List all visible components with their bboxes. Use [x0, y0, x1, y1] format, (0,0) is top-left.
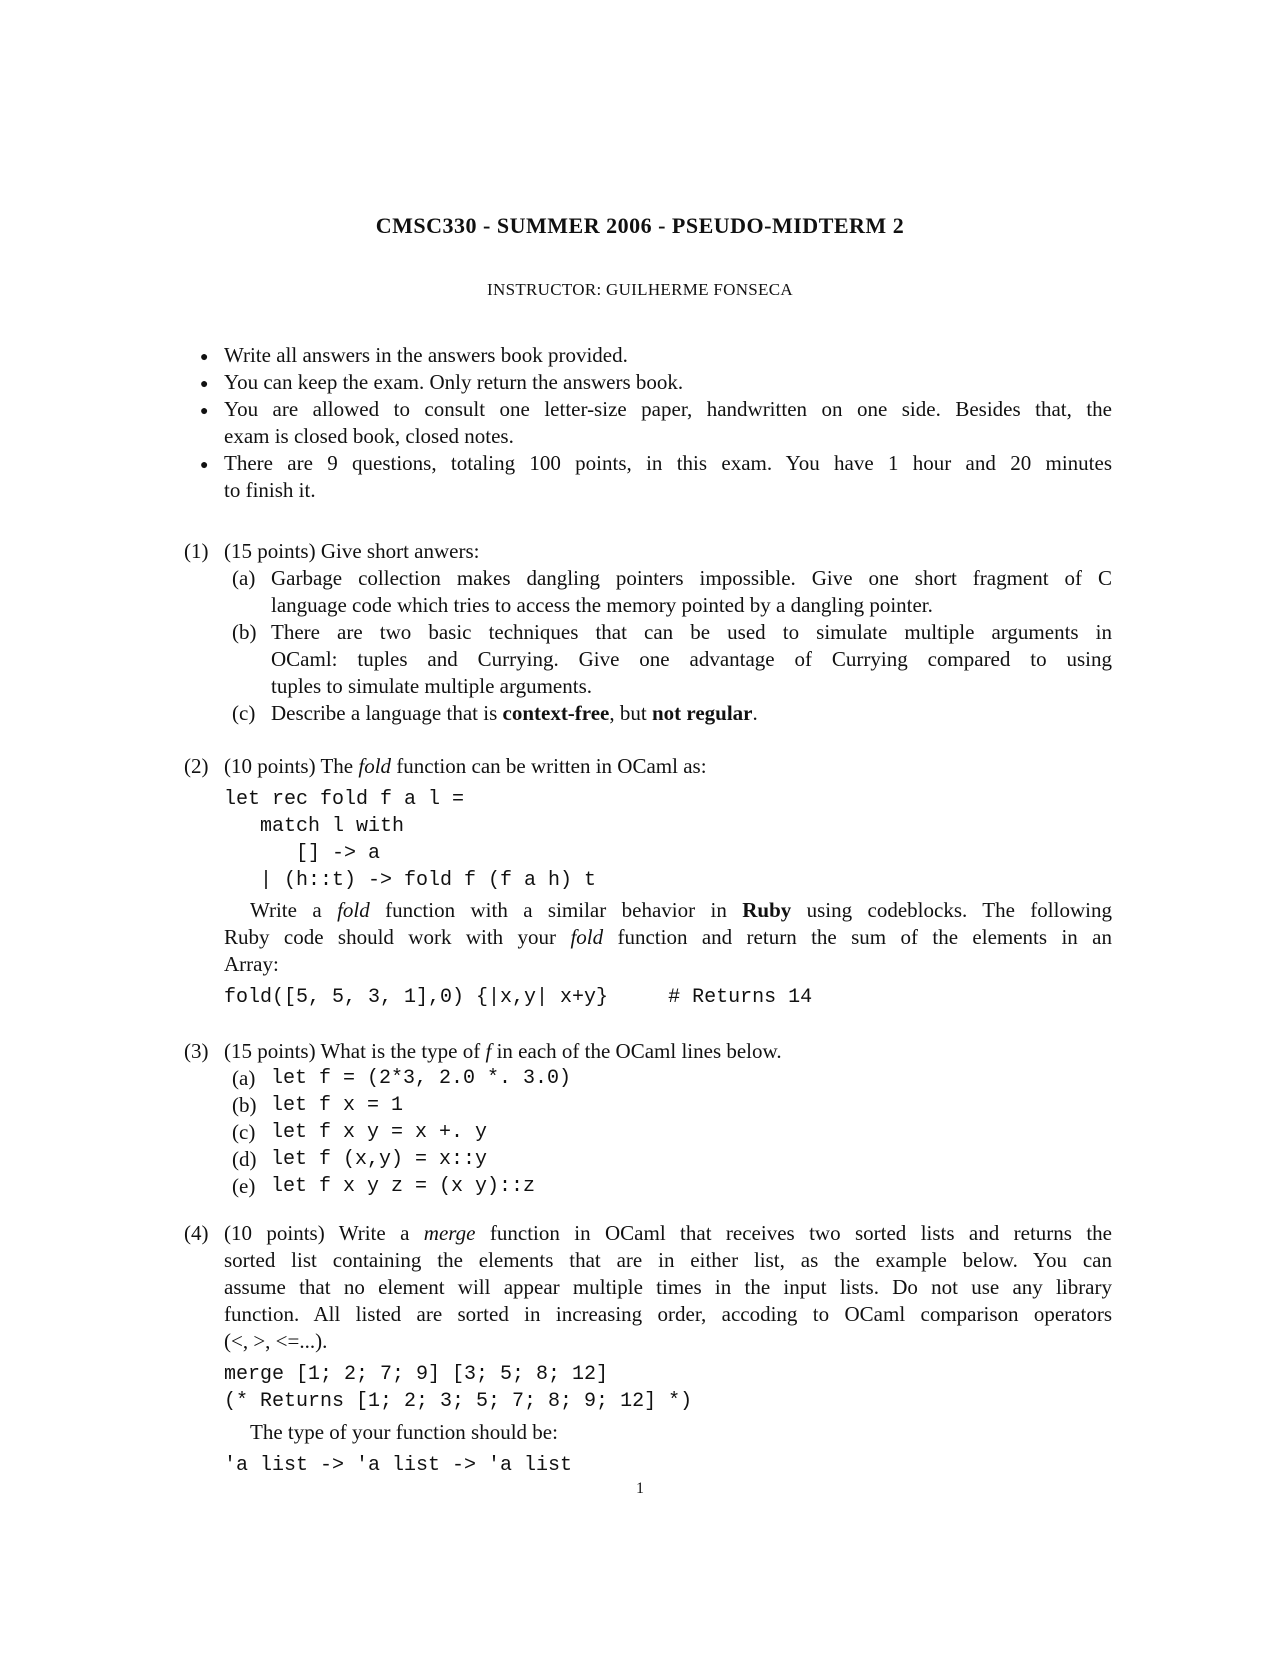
- q4-type-intro: The type of your function should be:: [250, 1420, 558, 1444]
- q4-line5: (<, >, <=...).: [224, 1329, 328, 1353]
- bullet-icon: ●: [200, 404, 209, 419]
- q1b-line3: tuples to simulate multiple arguments.: [271, 674, 592, 698]
- bullet-icon: ●: [200, 377, 209, 392]
- code-line: let f = (2*3, 2.0 *. 3.0): [271, 1067, 572, 1090]
- q4-line4: function. All listed are sorted in increasing order, accoding to OCaml comparison operators: [224, 1302, 1112, 1326]
- q1b-line2: OCaml: tuples and Currying. Give one advantage of Currying compared to using: [271, 647, 1112, 671]
- code-line: merge [1; 2; 7; 9] [3; 5; 8; 12]: [224, 1363, 609, 1386]
- code-line: let rec fold f a l =: [224, 788, 465, 811]
- instruction-1: Write all answers in the answers book provided.: [224, 343, 628, 367]
- page-title: CMSC330 - SUMMER 2006 - PSEUDO-MIDTERM 2: [375, 213, 905, 238]
- code-line: [] -> a: [224, 842, 381, 865]
- subpart-label: (b): [232, 1093, 257, 1117]
- code-line: match l with: [224, 815, 405, 838]
- emphasis-context-free: context-free: [502, 701, 610, 725]
- code-line: let f x y z = (x y)::z: [271, 1175, 536, 1198]
- code-type-signature: 'a list -> 'a list -> 'a list: [224, 1454, 573, 1477]
- instruction-2: You can keep the exam. Only return the answers book.: [224, 370, 684, 394]
- q1b-line1: There are two basic techniques that can be used to simulate multiple arguments in: [271, 620, 1112, 644]
- question-number: (1): [184, 539, 209, 563]
- question-number: (4): [184, 1221, 209, 1245]
- instruction-3-line2: exam is closed book, closed notes.: [224, 424, 514, 448]
- bullet-icon: ●: [200, 458, 209, 473]
- instruction-4-line1: There are 9 questions, totaling 100 points, in this exam. You have 1 hour and 20 minutes: [224, 451, 1112, 475]
- code-line: let f x = 1: [271, 1094, 404, 1117]
- q4-line1: (10 points) Write a merge function in OCaml that receives two sorted lists and returns the: [224, 1221, 1112, 1245]
- page-number: 1: [636, 1480, 644, 1497]
- subpart-label: (c): [232, 1120, 256, 1144]
- q2-paragraph-line2: Ruby code should work with your fold function and return the sum of the elements in an: [224, 925, 1112, 949]
- question-stem: (15 points) Give short anwers:: [224, 539, 480, 563]
- subpart-label: (c): [232, 701, 256, 725]
- subpart-label: (b): [232, 620, 257, 644]
- code-line: let f x y = x +. y: [271, 1121, 488, 1144]
- question-stem: (10 points) The fold function can be written in OCaml as:: [224, 754, 707, 778]
- instructor-name: INSTRUCTOR: GUILHERME FONSECA: [487, 280, 793, 299]
- q1a-line2: language code which tries to access the memory pointed by a dangling pointer.: [271, 593, 933, 617]
- q1c-text: Describe a language that is context-free, but not regular.: [271, 701, 758, 725]
- code-line: (* Returns [1; 2; 3; 5; 7; 8; 9; 12] *): [224, 1390, 693, 1413]
- q1a-line1: Garbage collection makes dangling pointers impossible. Give one short fragment of C: [271, 566, 1112, 590]
- code-line: let f (x,y) = x::y: [271, 1148, 488, 1171]
- q4-line3: assume that no element will appear multiple times in the input lists. Do not use any library: [224, 1275, 1112, 1299]
- subpart-label: (d): [232, 1147, 257, 1171]
- question-stem: (15 points) What is the type of f in each of the OCaml lines below.: [224, 1039, 782, 1063]
- q4-line2: sorted list containing the elements that are in either list, as the example below. You can: [224, 1248, 1112, 1272]
- q2-paragraph-line3: Array:: [224, 952, 279, 976]
- q2-paragraph-line1: Write a fold function with a similar behavior in Ruby using codeblocks. The following: [250, 898, 1112, 922]
- question-number: (3): [184, 1039, 209, 1063]
- code-line: | (h::t) -> fold f (f a h) t: [224, 869, 597, 892]
- question-number: (2): [184, 754, 209, 778]
- subpart-label: (e): [232, 1174, 256, 1198]
- subpart-label: (a): [232, 566, 256, 590]
- code-example: fold([5, 5, 3, 1],0) {|x,y| x+y} # Returns 14: [224, 986, 813, 1009]
- bullet-icon: ●: [200, 350, 209, 365]
- instruction-3-line1: You are allowed to consult one letter-size paper, handwritten on one side. Besides that, the: [224, 397, 1112, 421]
- subpart-label: (a): [232, 1066, 256, 1090]
- instruction-4-line2: to finish it.: [224, 478, 316, 502]
- emphasis-not-regular: not regular: [651, 701, 753, 725]
